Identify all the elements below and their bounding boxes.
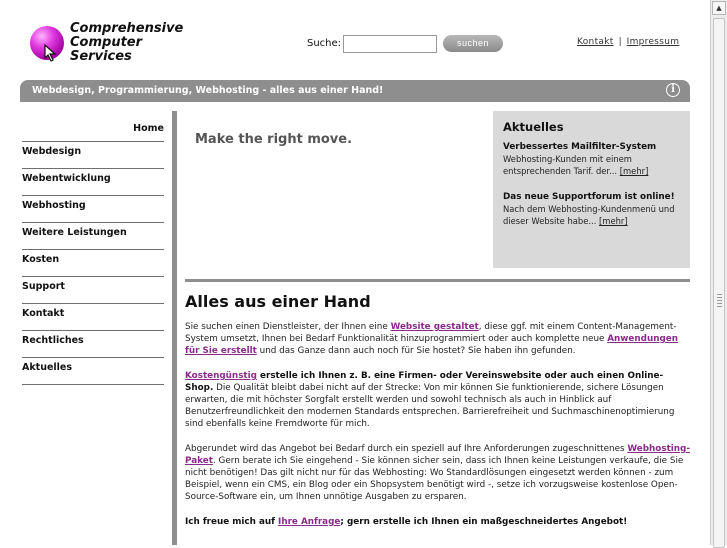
slogan: Make the right move. xyxy=(195,132,353,147)
news-item-text: Nach dem Webhosting-Kundenmenü und dieser Website habe... xyxy=(503,204,675,226)
link-separator: | xyxy=(618,37,622,47)
news-item-text: Webhosting-Kunden mit einem entsprechenden Tarif. der... xyxy=(503,154,632,176)
nav-item-home[interactable]: Home xyxy=(22,122,164,142)
anfrage-link[interactable]: Ihre Anfrage xyxy=(278,517,341,527)
logo[interactable] xyxy=(30,22,210,66)
quality-paragraph xyxy=(185,370,690,430)
website-gestaltet-link[interactable]: Website gestaltet xyxy=(390,322,479,332)
logo-line-2: Computer xyxy=(70,35,143,50)
kontakt-link[interactable]: Kontakt xyxy=(577,37,614,47)
impressum-link[interactable]: Impressum xyxy=(626,37,680,47)
news-title: Aktuelles xyxy=(503,120,564,134)
info-icon[interactable]: i xyxy=(666,83,680,97)
bold-text: Ich freue mich auf xyxy=(185,517,279,527)
news-box xyxy=(493,111,690,268)
closing-paragraph xyxy=(185,516,690,528)
vertical-divider xyxy=(172,111,177,545)
text: Die Qualität bleibt dabei nicht auf der Strecke: Von mir können Sie funktionierende, sichere Lösungen erwarten, die mit höchster Sorgfalt erstellt werden und sowohl technisch als auch in Hinblick auf Benutzerfreundlichkeit den modernen Standards entsprechen. Barrierefreiheit und Suchmaschinenoptimierung sind ebenfalls keine Fremdworte für mich. xyxy=(185,383,675,429)
anwendungen-link[interactable]: Anwendungen für Sie erstellt xyxy=(185,334,679,356)
news-more-link[interactable]: [mehr] xyxy=(619,166,649,176)
logo-line-1: Comprehensive xyxy=(70,21,184,36)
news-item xyxy=(503,191,687,227)
top-links xyxy=(577,37,679,47)
logo-line-3: Services xyxy=(70,49,132,64)
page-title: Alles aus einer Hand xyxy=(185,292,371,311)
nav-item-aktuelles[interactable]: Aktuelles xyxy=(22,358,164,385)
banner xyxy=(20,80,690,102)
nav-item-webhosting[interactable]: Webhosting xyxy=(22,196,164,223)
text: und das Ganze dann auch noch für Sie hostet? Sie haben ihn gefunden. xyxy=(256,346,576,356)
main-content xyxy=(185,292,690,541)
text: , diese ggf. mit einem Content-Management-System umsetzt, Ihnen bei Bedarf Funktionalität hinzuprogrammiert oder auch komplette neue xyxy=(185,322,677,344)
nav-item-rechtliches[interactable]: Rechtliches xyxy=(22,331,164,358)
nav-item-kosten[interactable]: Kosten xyxy=(22,250,164,277)
news-item-head[interactable]: Verbessertes Mailfilter-System xyxy=(503,142,657,152)
hosting-paragraph xyxy=(185,443,690,503)
bold-text: ; gern erstelle ich Ihnen ein maßgeschneidertes Angebot! xyxy=(340,517,628,527)
sidebar-nav xyxy=(22,122,164,385)
kostenguenstig-link[interactable]: Kostengünstig xyxy=(185,371,257,381)
grip-icon xyxy=(717,294,722,308)
nav-item-kontakt[interactable]: Kontakt xyxy=(22,304,164,331)
news-item xyxy=(503,141,687,177)
text: Abgerundet wird das Angebot bei Bedarf durch ein speziell auf Ihre Anforderungen zugeschnittenes xyxy=(185,444,628,454)
bold-text: erstelle ich Ihnen z. B. eine Firmen- oder Vereinswebsite oder auch einen Online-Shop. xyxy=(185,371,664,393)
news-item-head[interactable]: Das neue Supportforum ist online! xyxy=(503,192,675,202)
nav-item-weitere-leistungen[interactable]: Weitere Leistungen xyxy=(22,223,164,250)
webhosting-paket-link[interactable]: Webhosting-Paket xyxy=(185,444,691,466)
nav-item-webdesign[interactable]: Webdesign xyxy=(22,142,164,169)
search-button[interactable]: suchen xyxy=(443,35,503,52)
search-input[interactable] xyxy=(343,35,437,53)
search-label: Suche: xyxy=(307,38,342,49)
scroll-up-arrow-icon[interactable]: ▲ xyxy=(712,1,726,15)
nav-item-webentwicklung[interactable]: Webentwicklung xyxy=(22,169,164,196)
text: . Gern berate ich Sie eingehend - Sie können sicher sein, dass ich Ihnen keine Leistungen verkaufe, die Sie nicht benötigen! Das gilt nicht nur für das Webhosting: Wo Standardlösungen eingesetzt werden können - zum Beispiel, wenn ein CMS, ein Blog oder ein Shopsystem benötigt wird -, setze ich vorzugsweise kostenlose Open-Source-Software ein, um Ihnen unnötige Ausgaben zu ersparen. xyxy=(185,456,684,502)
news-more-link[interactable]: [mehr] xyxy=(599,216,628,226)
logo-text xyxy=(70,22,183,64)
scrollbar[interactable] xyxy=(710,0,727,545)
horizontal-divider xyxy=(185,279,690,282)
nav-item-support[interactable]: Support xyxy=(22,277,164,304)
scroll-thumb[interactable] xyxy=(713,18,725,548)
text: Sie suchen einen Dienstleister, der Ihnen eine xyxy=(185,322,391,332)
intro-paragraph xyxy=(185,321,690,357)
banner-text: Webdesign, Programmierung, Webhosting - alles aus einer Hand! xyxy=(32,85,384,96)
cursor-arrow-icon xyxy=(44,44,58,62)
